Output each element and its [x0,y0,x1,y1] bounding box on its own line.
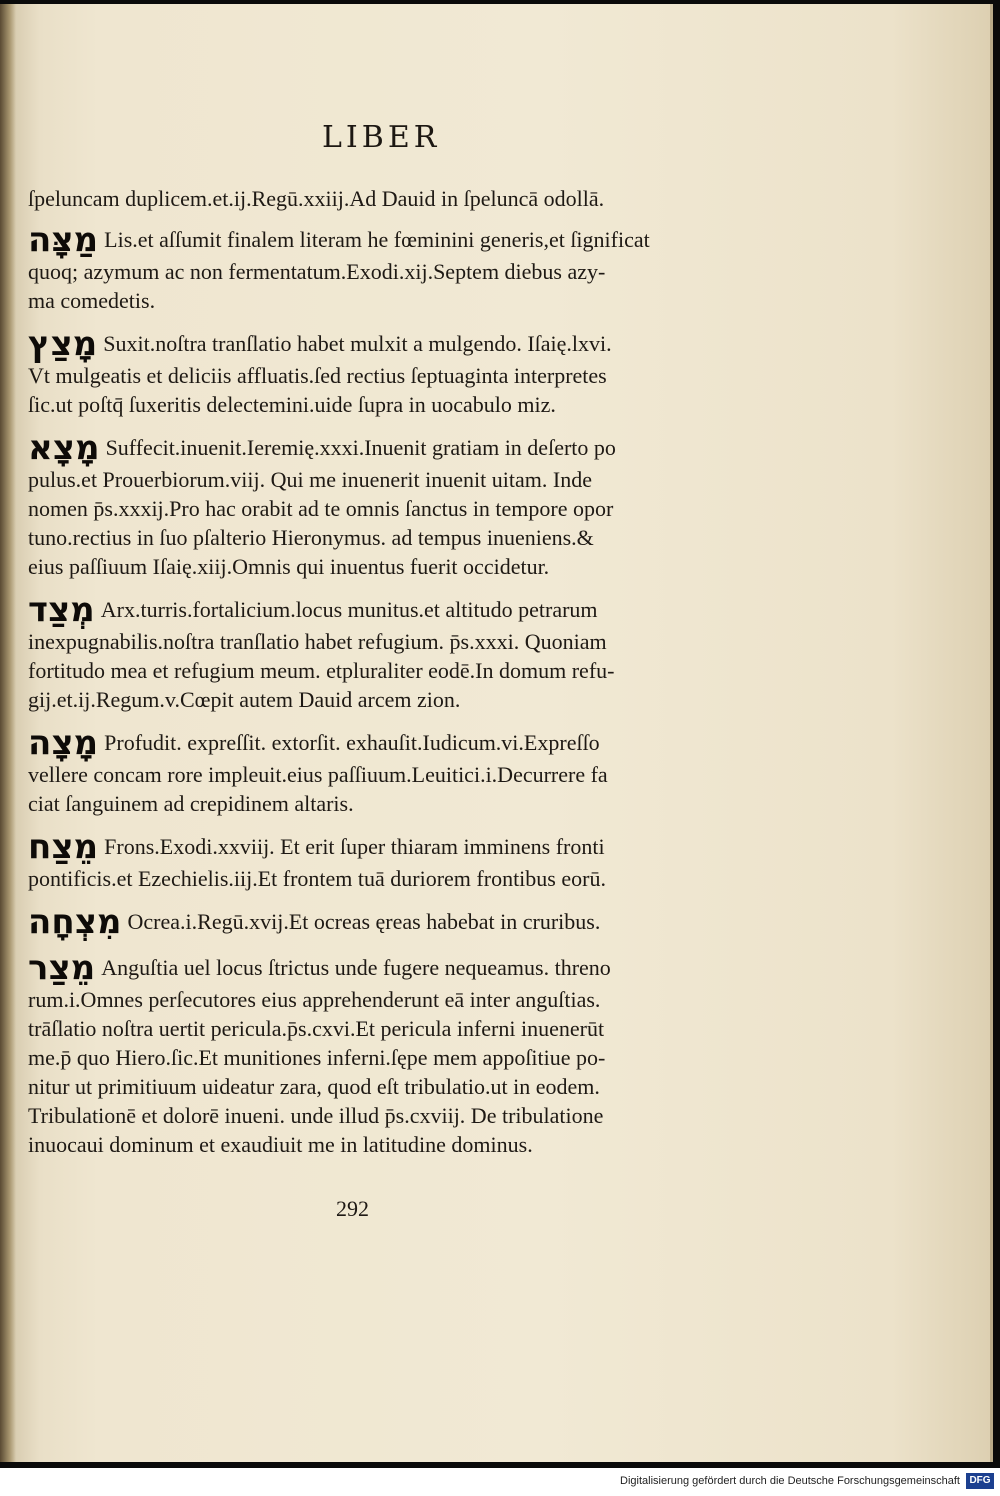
text-line [28,1130,678,1159]
dictionary-entry [28,428,678,581]
hebrew-headword: מֵצַח [28,827,99,867]
line-text: inuocaui dominum et exaudiuit me in latitudine dominus. [28,1132,533,1157]
dictionary-entry [28,948,678,1159]
line-text: me.p̄ quo Hiero.ſic.Et munitiones inferni.ſępe mem appoſitiue po- [28,1045,606,1070]
text-line [28,257,678,286]
line-text: Tribulationē et dolorē inueni. unde illud p̄s.cxviij. De tribulatione [28,1103,604,1128]
line-text: inexpugnabilis.noſtra tranſlatio habet refugium. p̄s.xxxi. Quoniam [28,629,607,654]
line-text: ciat ſanguinem ad crepidinem altaris. [28,791,354,816]
dictionary-entry [28,902,678,942]
text-line [28,428,678,468]
dictionary-entry [28,220,678,315]
line-text: pontificis.et Ezechielis.iij.Et frontem tuā duriorem frontibus eorū. [28,866,606,891]
line-text: ſic.ut poſtq̄ ſuxeritis delectemini.uide ſupra in uocabulo miz. [28,392,556,417]
text-line [28,1043,678,1072]
line-text: Arx.turris.fortalicium.locus munitus.et altitudo petrarum [100,597,598,622]
text-line [28,184,678,213]
line-text: Suffecit.inuenit.Ieremię.xxxi.Inuenit gratiam in deſerto po [105,435,616,460]
line-text: nomen p̄s.xxxij.Pro hac orabit ad te omnis ſanctus in tempore opor [28,496,614,521]
hebrew-headword: מַצָּה [28,220,99,260]
text-line [28,723,678,763]
line-text: Suxit.noſtra tranſlatio habet mulxit a mulgendo. Iſaię.lxvi. [103,331,612,356]
line-text: ma comedetis. [28,288,156,313]
hebrew-headword: מָצָה [28,723,99,763]
line-text: nitur ut primitiuum uideatur zara, quod eſt tribulatio.ut in eodem. [28,1074,600,1099]
text-line [28,220,678,260]
line-text: quoq; azymum ac non fermentatum.Exodi.xij.Septem diebus azy- [28,259,606,284]
running-head: LIBER [322,120,441,155]
text-line [28,1101,678,1130]
hebrew-headword: מֵצַר [28,948,96,988]
text-line [28,552,678,581]
line-text: vellere concam rore impleuit.eius paſſiuum.Leuitici.i.Decurrere fa [28,762,608,787]
footer-bar [0,1468,1000,1496]
text-line [28,864,678,893]
text-line [28,390,678,419]
line-text: Anguſtia uel locus ſtrictus unde fugere nequeamus. threno [101,955,611,980]
line-text: trāſlatio noſtra uertit pericula.p̄s.cxvi.Et pericula inferni inuenerūt [28,1016,605,1041]
line-text: Frons.Exodi.xxviij. Et erit ſuper thiaram imminens fronti [104,834,605,859]
text-line [28,324,678,364]
text-line [28,656,678,685]
text-line [28,789,678,818]
dfg-logo: DFG [966,1473,994,1489]
text-block [28,184,678,1171]
hebrew-headword: מִצְחָה [28,902,122,942]
text-line [28,590,678,630]
text-line [28,494,678,523]
text-line [28,948,678,988]
text-line [28,827,678,867]
hebrew-headword: מָצַץ [28,324,98,364]
line-text: Ocrea.i.Regū.xvij.Et ocreas ęreas habebat in cruribus. [127,909,601,934]
page-gutter-shadow [0,4,16,1462]
text-line [28,361,678,390]
text-line [28,685,678,714]
text-line [28,627,678,656]
line-text: eius paſſiuum Iſaię.xiij.Omnis qui inuentus fuerit occidetur. [28,554,550,579]
line-text: pulus.et Prouerbiorum.viij. Qui me inuenerit inuenit uitam. Inde [28,467,592,492]
dictionary-entry [28,590,678,714]
text-line [28,985,678,1014]
line-text: Lis.et aſſumit finalem literam he fœminini generis,et ſignificat [104,227,650,252]
text-line [28,465,678,494]
text-line [28,902,678,942]
dictionary-entry [28,723,678,818]
footer-credit: Digitalisierung gefördert durch die Deutsche Forschungsgemeinschaft [620,1475,960,1487]
text-line [28,1072,678,1101]
line-text: Vt mulgeatis et deliciis affluatis.ſed rectius ſeptuaginta interpretes [28,363,607,388]
line-text: rum.i.Omnes perſecutores eius apprehenderunt eā inter anguſtias. [28,987,601,1012]
line-text: Profudit. expreſſit. extorſit. exhauſit.Iudicum.vi.Expreſſo [104,730,600,755]
dictionary-entry [28,827,678,893]
line-text: gij.et.ij.Regum.v.Cœpit autem Dauid arcem zion. [28,687,461,712]
text-line [28,760,678,789]
hebrew-headword: מָצָא [28,428,100,468]
text-line [28,523,678,552]
folio-number: 292 [336,1196,369,1221]
line-text: tuno.rectius in ſuo pſalterio Hieronymus. ad tempus inueniens.& [28,525,594,550]
line-text: fortitudo mea et refugium meum. etpluraliter eodē.In domum refu- [28,658,615,683]
text-line [28,286,678,315]
dictionary-entry [28,324,678,419]
hebrew-headword: מְצַד [28,590,95,630]
line-text: ſpeluncam duplicem.et.ij.Regū.xxiij.Ad Dauid in ſpeluncā odollā. [28,186,605,211]
dictionary-entry [28,184,678,213]
text-line [28,1014,678,1043]
